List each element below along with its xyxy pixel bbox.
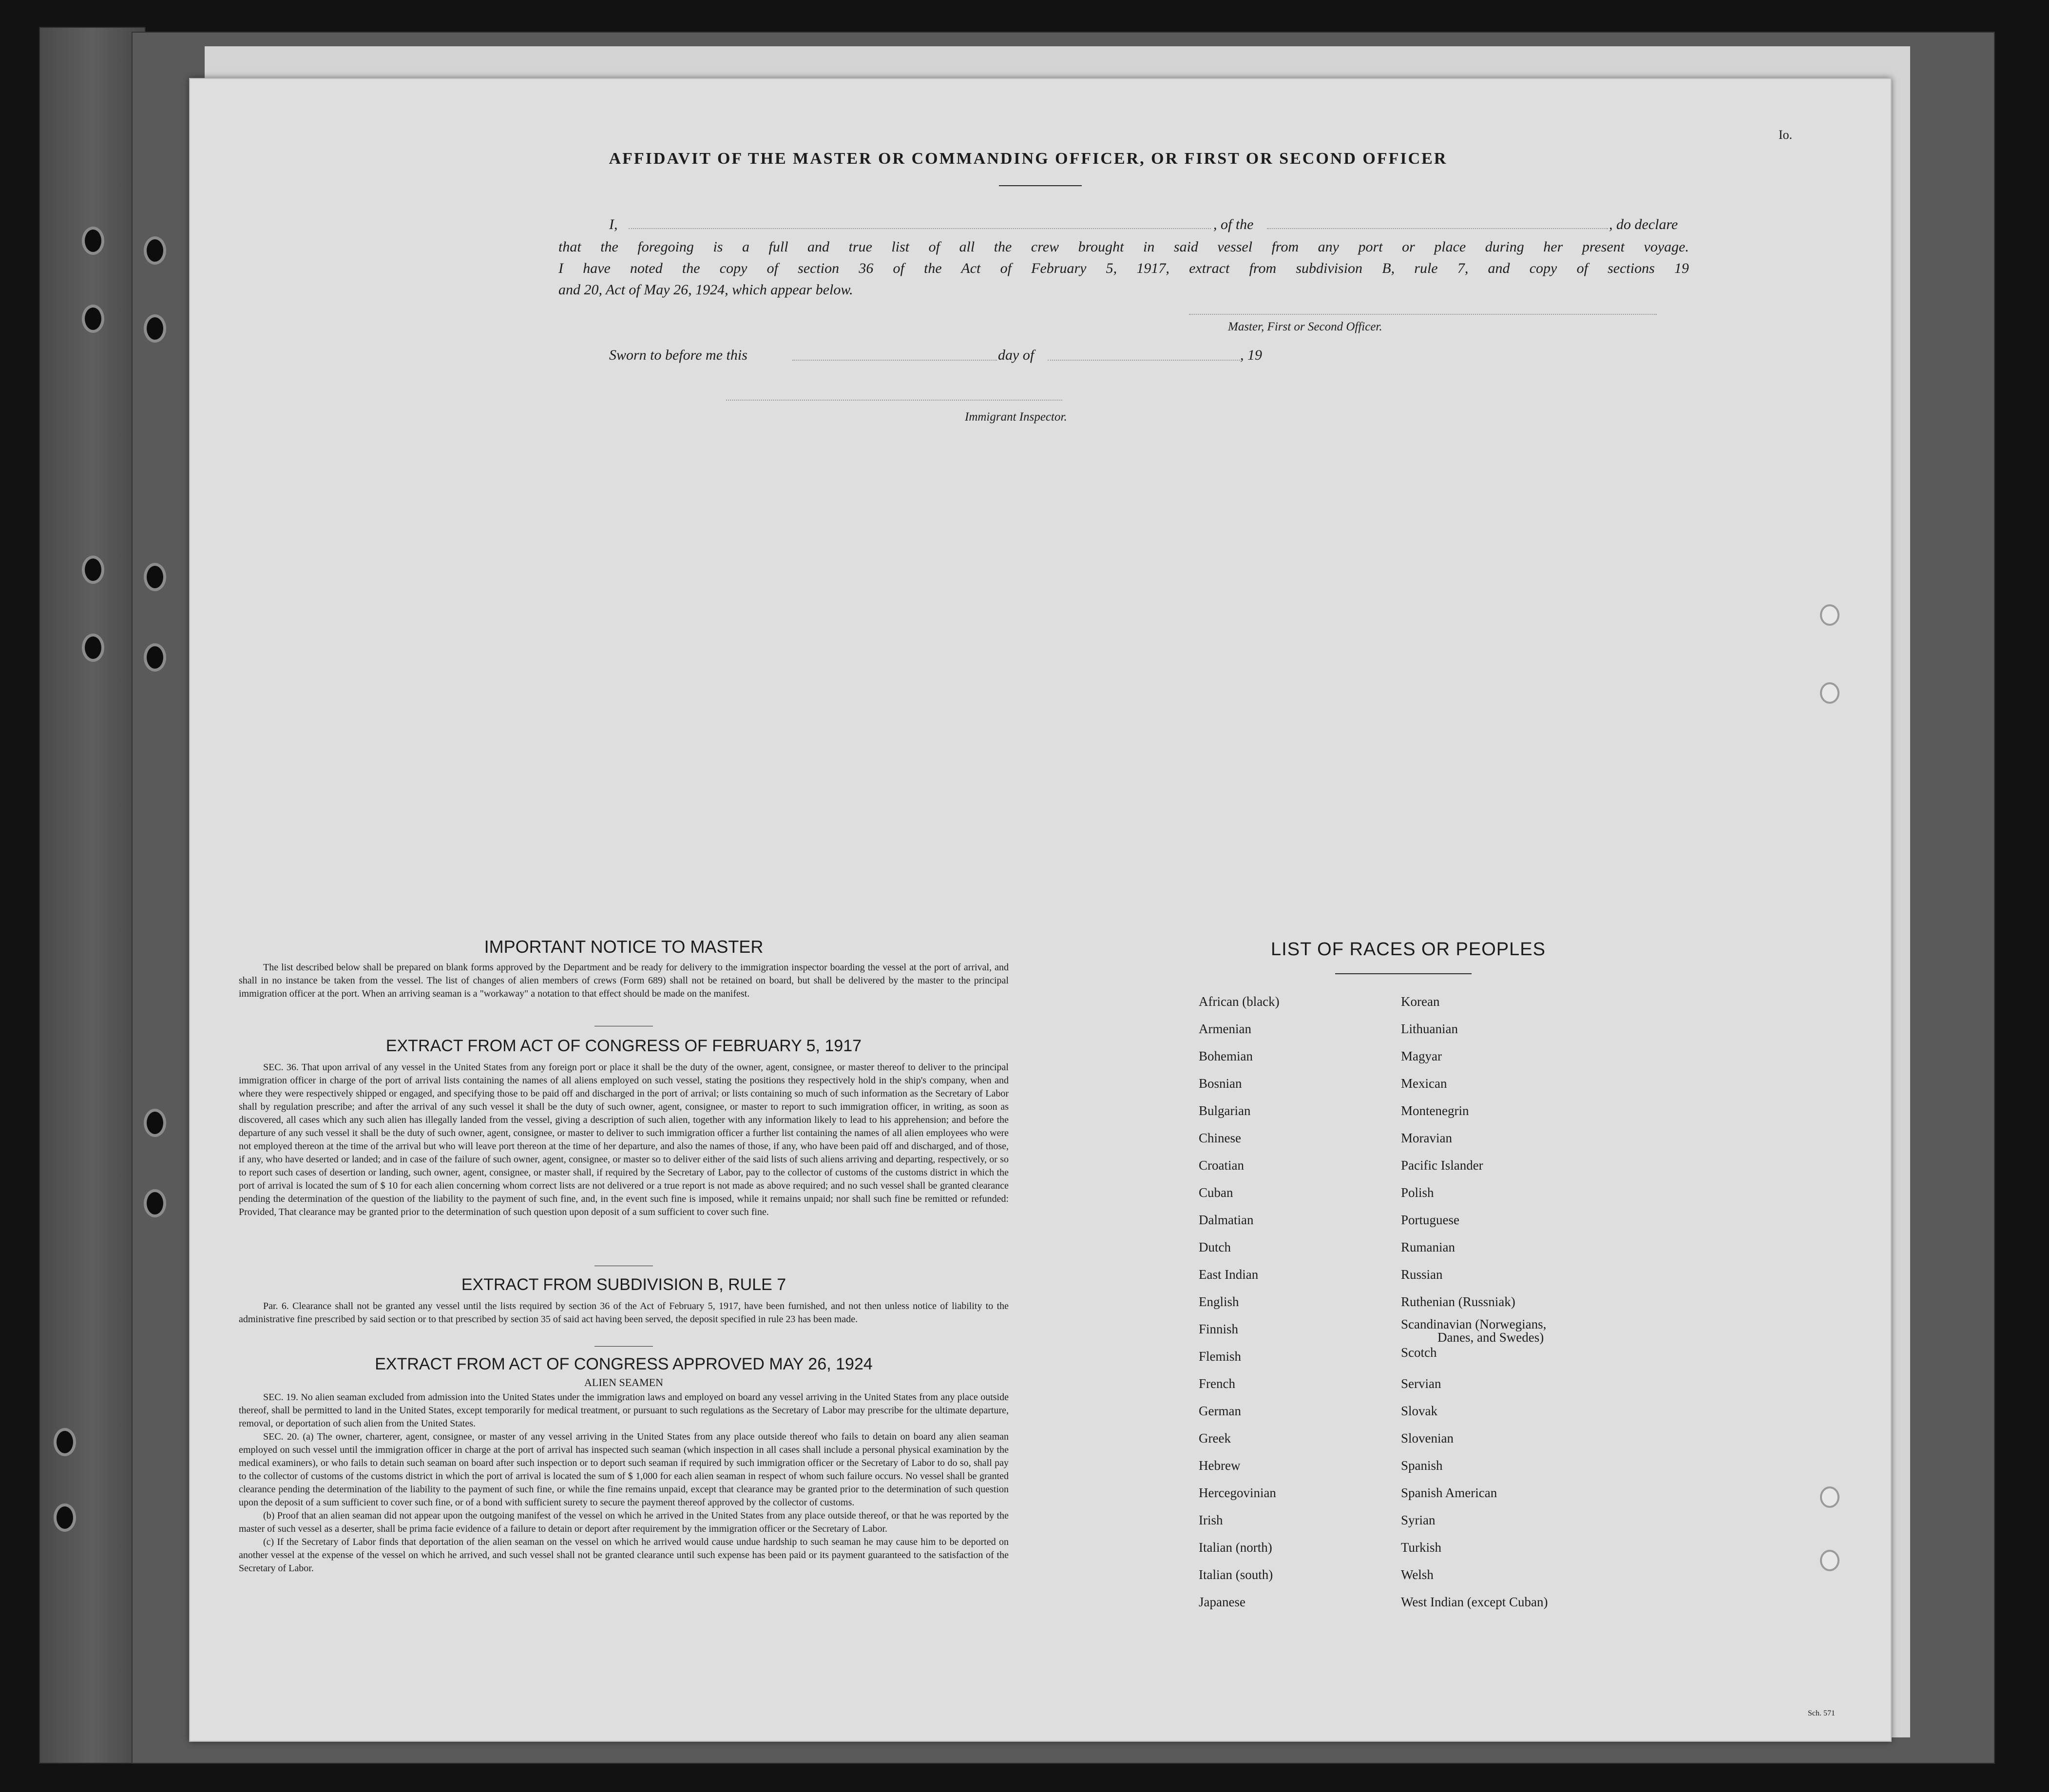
race-item: Bohemian xyxy=(1199,1049,1253,1063)
affidavit-line-3: I have noted the copy of section 36 of the Act of February 5, 1917, extract from subdivision B, rule 7, and copy of sections 19 xyxy=(558,260,1689,276)
race-item: West Indian (except Cuban) xyxy=(1401,1595,1548,1609)
race-item: Lithuanian xyxy=(1401,1021,1458,1036)
sworn-label: Sworn to before me this xyxy=(609,347,747,363)
race-item: Danes, and Swedes) xyxy=(1437,1330,1544,1345)
race-item: Cuban xyxy=(1199,1185,1233,1200)
inspector-signature-field[interactable] xyxy=(726,400,1062,401)
master-label: Master, First or Second Officer. xyxy=(1228,320,1382,333)
race-item: Korean xyxy=(1401,994,1440,1009)
race-item: Slovenian xyxy=(1401,1431,1454,1445)
notice-title: IMPORTANT NOTICE TO MASTER xyxy=(484,937,764,957)
inspector-label: Immigrant Inspector. xyxy=(965,410,1067,424)
race-item: Dutch xyxy=(1199,1240,1231,1254)
notice-text xyxy=(239,961,1009,1001)
sworn-day-field[interactable] xyxy=(792,360,997,361)
title-rule xyxy=(999,185,1082,186)
form-number: Sch. 571 xyxy=(1808,1709,1835,1717)
race-item: Flemish xyxy=(1199,1349,1242,1364)
rule-7-text xyxy=(239,1300,1009,1326)
alien-seamen-subtitle: ALIEN SEAMEN xyxy=(584,1376,663,1388)
race-item: Bosnian xyxy=(1199,1076,1242,1091)
declarant-name-field[interactable] xyxy=(629,228,1211,229)
race-item: Montenegrin xyxy=(1401,1103,1469,1118)
section-20a-paragraph: SEC. 20. (a) The owner, charterer, agent, consignee, or master of any vessel arriving in the United States from any place outside thereof who fails to detain on board any alien seaman employed on such vessel until the immigration officer in charge at the port of arrival has inspected such seaman (which inspection in all cases shall include a personal physical examination by the medical examiners), or who fails to detain such seaman on board after such inspection or to deport such seaman if required by such immigration officer or the Secretary of Labor to do so, shall pay to the collector of customs of the customs district in which the port of arrival is located the sum of $ 1,000 for each alien seaman in respect of whom such failure occurs. No vessel shall be granted clearance pending the determination of the liability to the payment of such fine, or while the fine remains unpaid, except that clearance may be granted prior to the determination of such question upon the deposit of a sum sufficient to cover such fine, or of a bond with sufficient surety to secure the payment thereof approved by the collector of customs. xyxy=(239,1431,1009,1508)
binder-hole xyxy=(144,1189,166,1217)
binder-spine xyxy=(39,27,146,1764)
race-item: Japanese xyxy=(1199,1595,1245,1609)
extract-1924-text xyxy=(239,1391,1009,1575)
section-20b-paragraph: (b) Proof that an alien seaman did not appear upon the outgoing manifest of the vessel on which he arrived in the United States from any place outside thereof, or that he was reported by the master of such vessel as a deserter, shall be prima facie evidence of a failure to detain or deport after requirement by the immigration officer or the Secretary of Labor. xyxy=(239,1510,1009,1534)
extract-1917-title: EXTRACT FROM ACT OF CONGRESS OF FEBRUARY 5, 1917 xyxy=(385,1037,862,1055)
binder-hole xyxy=(82,227,104,255)
race-item: Spanish American xyxy=(1401,1485,1497,1500)
race-item: Ruthenian (Russniak) xyxy=(1401,1294,1515,1309)
affidavit-title: AFFIDAVIT OF THE MASTER OR COMMANDING OFFICER, OR FIRST OR SECOND OFFICER xyxy=(609,150,1448,168)
binder-hole xyxy=(82,556,104,584)
race-item: Rumanian xyxy=(1401,1240,1455,1254)
extract-1917-text xyxy=(239,1061,1009,1219)
race-item: Slovak xyxy=(1401,1404,1438,1418)
year-label: , 19 xyxy=(1240,347,1262,363)
race-item: Syrian xyxy=(1401,1513,1436,1527)
race-item: Scotch xyxy=(1401,1345,1437,1360)
race-item: Scandinavian (Norwegians, xyxy=(1401,1317,1547,1331)
race-item: Mexican xyxy=(1401,1076,1447,1091)
binder-hole xyxy=(82,634,104,662)
race-item: Irish xyxy=(1199,1513,1223,1527)
affidavit-page xyxy=(189,78,1892,1742)
race-item: Greek xyxy=(1199,1431,1231,1445)
binder-hole xyxy=(54,1428,76,1456)
binder-hole xyxy=(82,305,104,333)
race-item: Magyar xyxy=(1401,1049,1442,1063)
race-item: English xyxy=(1199,1294,1239,1309)
binder-hole xyxy=(144,314,166,343)
race-item: Moravian xyxy=(1401,1131,1452,1145)
par-6-paragraph: Par. 6. Clearance shall not be granted any vessel until the lists required by section 36 of the Act of February 5, 1917, have been furnished, and not then unless notice of liability to the administrative fine prescribed by said section or to that prescribed by section 35 of said act having been served, the deposit specified in rule 23 has been made. xyxy=(239,1301,1009,1325)
race-item: Italian (south) xyxy=(1199,1567,1273,1582)
race-item: French xyxy=(1199,1376,1235,1391)
of-the-label: , of the xyxy=(1213,216,1254,232)
binder-hole xyxy=(144,236,166,265)
race-item: German xyxy=(1199,1404,1241,1418)
master-signature-field[interactable] xyxy=(1189,314,1657,315)
race-item: Servian xyxy=(1401,1376,1441,1391)
notice-paragraph: The list described below shall be prepared on blank forms approved by the Department and be ready for delivery to the immigration inspector boarding the vessel at the port of arrival, and shall in no instance be taken from the vessel. The list of changes of alien members of crews (Form 689) shall not be retained on board, but shall be delivered by the master to the principal immigration officer at the port. When an arriving seaman is a "workaway" a notation to that effect should be made on the manifest. xyxy=(239,962,1009,999)
race-item: Croatian xyxy=(1199,1158,1244,1173)
race-item: East Indian xyxy=(1199,1267,1259,1282)
race-item: Dalmatian xyxy=(1199,1213,1254,1227)
race-item: Hercegovinian xyxy=(1199,1485,1276,1500)
binder-hole xyxy=(144,643,166,672)
race-item: Hebrew xyxy=(1199,1458,1241,1473)
race-item: Russian xyxy=(1401,1267,1443,1282)
corner-mark: Io. xyxy=(1779,128,1793,142)
race-item: Bulgarian xyxy=(1199,1103,1251,1118)
race-item: Finnish xyxy=(1199,1322,1239,1336)
race-item: Spanish xyxy=(1401,1458,1443,1473)
section-36-paragraph: SEC. 36. That upon arrival of any vessel in the United States from any foreign port or place it shall be the duty of the owner, agent, consignee, or master thereof to deliver to the principal immigration officer in charge of the port of arrival lists containing the names of all aliens employed on such vessel, stating the positions they respectively hold in the ship's company, when and where they were respectively shipped or engaged, and specifying those to be paid off and discharged in the port of arrival; or lists containing so much of such information as the Secretary of Labor shall by regulation prescribe; and after the arrival of any such vessel it shall be the duty of such owner, agent, consignee, or master to report to such immigration officer, in writing, as soon as discovered, all cases which any such alien has illegally landed from the vessel, giving a description of such alien, together with any information likely to lead to his apprehension; and before the departure of any such vessel it shall be the duty of such owner, agent, consignee, or master to deliver to such immigration officer a further list containing the names of all alien employees who were not employed thereon at the time of the arrival but who will leave port thereon at the time of her departure, and also the names of those, if any, who have been paid off and discharged, and of those, if any, who have deserted or landed; and in case of the failure of such owner, agent, consignee, or master so to deliver either of the said lists of such aliens arriving and departing, respectively, or so to report such cases of desertion or landing, such owner, agent, consignee, or master shall, if required by the Secretary of Labor, pay to the collector of customs of the customs district in which the port of arrival is located the sum of $ 10 for each alien concerning whom correct lists are not delivered or a true report is not made as above required; and no such vessel shall be granted clearance pending the determination of the question of the liability to the payment of such fine, and, in the event such fine is imposed, while it remains unpaid; nor shall such fine be remitted or refunded: Provided, That clearance may be granted prior to the determination of such question upon deposit of a sum sufficient to cover such fine. xyxy=(239,1062,1009,1217)
race-item: Turkish xyxy=(1401,1540,1442,1555)
race-item: Italian (north) xyxy=(1199,1540,1272,1555)
divider xyxy=(594,1346,653,1347)
section-19-paragraph: SEC. 19. No alien seaman excluded from admission into the United States under the immigration laws and employed on board any vessel arriving in the United States from any place outside thereof, shall be permitted to land in the United States, except temporarily for medical treatment, or pursuant to such regulations as the Secretary of Labor may prescribe for the ultimate departure, removal, or deportation of such alien from the United States. xyxy=(239,1392,1009,1429)
section-20c-paragraph: (c) If the Secretary of Labor finds that deportation of the alien seaman on the vessel on which he arrived would cause undue hardship to such seaman he may cause him to be deported on another vessel at the expense of the vessel on which he arrived, and such vessel shall not be granted clearance until such expense has been paid or its payment guaranteed to the satisfaction of the Secretary of Labor. xyxy=(239,1537,1009,1574)
race-item: Pacific Islander xyxy=(1401,1158,1483,1173)
race-item: African (black) xyxy=(1199,994,1280,1009)
binder-hole xyxy=(54,1503,76,1532)
race-item: Armenian xyxy=(1199,1021,1251,1036)
day-of-label: day of xyxy=(998,347,1034,363)
extract-1924-title: EXTRACT FROM ACT OF CONGRESS APPROVED MAY 26, 1924 xyxy=(375,1355,873,1373)
do-declare-label: , do declare xyxy=(1609,216,1678,232)
punch-hole xyxy=(1820,682,1839,704)
declarant-label: I, xyxy=(609,216,618,232)
race-item: Chinese xyxy=(1199,1131,1241,1145)
vessel-name-field[interactable] xyxy=(1267,228,1608,229)
races-title: LIST OF RACES OR PEOPLES xyxy=(1271,939,1546,960)
race-item: Portuguese xyxy=(1401,1213,1459,1227)
race-item: Welsh xyxy=(1401,1567,1434,1582)
affidavit-line-4: and 20, Act of May 26, 1924, which appear below. xyxy=(558,282,853,298)
race-item: Polish xyxy=(1401,1185,1434,1200)
races-title-rule xyxy=(1335,973,1472,974)
punch-hole xyxy=(1820,1486,1839,1508)
sworn-month-field[interactable] xyxy=(1048,360,1240,361)
binder-hole xyxy=(144,563,166,591)
punch-hole xyxy=(1820,1550,1839,1571)
rule-7-title: EXTRACT FROM SUBDIVISION B, RULE 7 xyxy=(461,1275,786,1294)
affidavit-line-2: that the foregoing is a full and true list of all the crew brought in said vessel from any port or place during her present voyage. xyxy=(558,239,1689,255)
punch-hole xyxy=(1820,604,1839,626)
binder-hole xyxy=(144,1109,166,1137)
